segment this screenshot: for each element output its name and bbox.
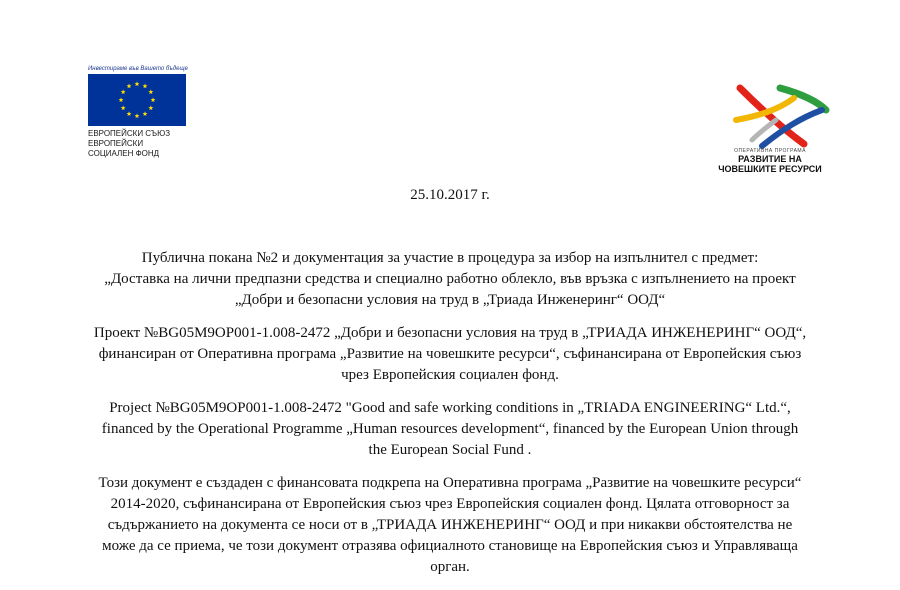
document-body: [45, 248, 855, 590]
project-bg-paragraph: [45, 323, 855, 386]
program-logo-title-line: ЧОВЕШКИТЕ РЕСУРСИ: [718, 164, 822, 174]
project-en-paragraph: [45, 398, 855, 461]
program-emblem-icon: [722, 80, 832, 152]
paragraph-line: може да се приема, че този документ отразява официалното становище на Европейския съюз и Управляваща: [102, 538, 798, 554]
eu-label-line: СОЦИАЛЕН ФОНД: [88, 149, 160, 158]
eu-label-line: ЕВРОПЕЙСКИ: [88, 139, 144, 148]
paragraph-line: финансиран от Оперативна програма „Развитие на човешките ресурси“, съфинансирана от Европейския съюз: [98, 346, 802, 362]
eu-logo: [88, 66, 208, 159]
paragraph-line: орган.: [430, 559, 470, 575]
eu-flag-icon: [88, 74, 186, 126]
program-logo-title: [700, 154, 840, 174]
paragraph-line: чрез Европейския социален фонд.: [341, 367, 559, 383]
paragraph-line: Project №BG05M9OP001-1.008-2472 "Good and safe working conditions in „TRIADA ENGINEERING“ Ltd.“,: [109, 400, 791, 416]
paragraph-line: „Доставка на лични предпазни средства и специално работно облекло, във връзка с изпълнението на проект: [104, 271, 796, 287]
paragraph-line: 2014-2020, съфинансирана от Европейския съюз чрез Европейския социален фонд. Цялата отговорност за: [110, 496, 790, 512]
invitation-paragraph: [45, 248, 855, 311]
program-logo-title-line: РАЗВИТИЕ НА: [738, 154, 802, 164]
paragraph-line: financed by the Operational Programme „Human resources development“, financed by the European Union through: [101, 421, 799, 437]
paragraph-line: Този документ е създаден с финансовата подкрепа на Оперативна програма „Развитие на човешките ресурси“: [98, 475, 802, 491]
disclaimer-paragraph: [45, 473, 855, 578]
program-logo: [700, 80, 840, 174]
paragraph-line: „Добри и безопасни условия на труд в „Триада Инженеринг“ ООД“: [234, 292, 666, 308]
eu-tagline: Инвестираме във Вашето бъдеще: [88, 66, 188, 72]
document-date: 25.10.2017 г.: [410, 187, 490, 203]
paragraph-line: the European Social Fund .: [368, 442, 532, 458]
program-logo-caption: ОПЕРАТИВНА ПРОГРАМА: [734, 148, 806, 154]
eu-label: [88, 129, 208, 159]
paragraph-line: Публична покана №2 и документация за участие в процедура за избор на изпълнител с предмет:: [141, 250, 759, 266]
paragraph-line: съдържанието на документа се носи от в „ТРИАДА ИНЖЕНЕРИНГ“ ООД и при никакви обстоятелства не: [107, 517, 793, 533]
paragraph-line: Проект №BG05M9OP001-1.008-2472 „Добри и безопасни условия на труд в „ТРИАДА ИНЖЕНЕРИНГ“ ООД“,: [93, 325, 807, 341]
eu-label-line: ЕВРОПЕЙСКИ СЪЮЗ: [88, 129, 171, 138]
